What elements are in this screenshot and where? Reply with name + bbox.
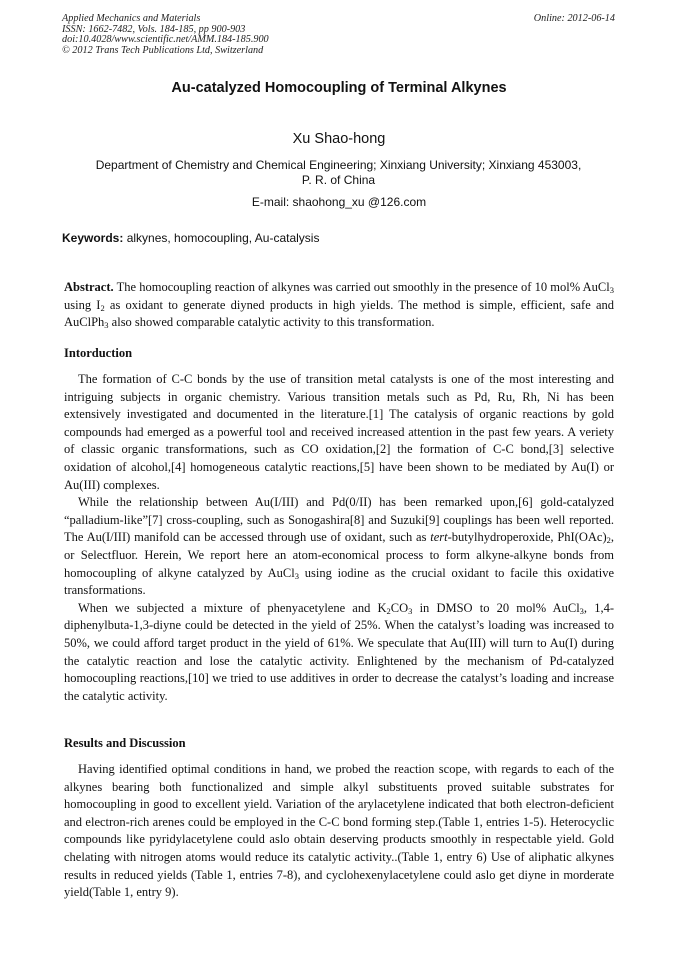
keywords [62, 231, 615, 245]
abstract-label: Abstract. [64, 280, 114, 294]
affiliation-line-1: Department of Chemistry and Chemical Engineering; Xinxiang University; Xinxiang 453003, [95, 158, 582, 172]
intro-paragraph-2: While the relationship between Au(I/III) and Pd(0/II) has been remarked upon,[6] gold-catalyzed “palladium-like”[7] cross-coupling, such as Sonogashira[8] and Suzuki[9] couplings has been well reported. The Au(I/III) manifold can be accessed through use of oxidant, such as tert-butylhydroperoxide, $PhI(OAc)_2$, or Selectfluor. Herein, We report here an atom-economical process to form alkyne-alkyne bonds from homocoupling of alkyne catalyzed by AuCl$_3$ using iodine as the crucial oxidant to facile this oxidative transformations. [64, 495, 614, 598]
keywords-list: alkynes, homocoupling, Au-catalysis [126, 231, 320, 245]
intro-paragraph-1: The formation of C-C bonds by the use of transition metal catalysts is one of the most interesting and intriguing subjects in organic chemistry. Various transition metals such as Pd, Ru, Rh, Ni has been extensively investigated and documented in the literature.[1] The catalysis of organic reactions by gold compounds had emerged as a powerful tool and received increased attention in the past few years. A veriety of classic organic transformations, such as CO oxidation,[2] the formation of C-C bond,[3] selective oxidation of alcohol,[4] homogeneous catalytic reactions,[5] have been shown to be mediated by Au(I) or Au(III) complexes. [64, 372, 614, 492]
author-name: Xu Shao-hong [292, 131, 386, 147]
issn-line: ISSN: 1662-7482, Vols. 184-185, pp 900-903 [62, 23, 246, 35]
results-body [64, 761, 614, 902]
intro-paragraph-3: When we subjected a mixture of phenyacetylene and $K_2CO_3$ in DMSO to 20 mol% AuCl$_3$, 1,4-diphenylbuta-1,3-diyne could be detected in the yield of 25%. When the catalyst’s loading was increased to 50%, we could afford target product in the yield of 61%. We speculate that Au(III) will turn to Au(I) during the catalytic reaction and lose the catalytic activity. Enlightened by the mechanism of Pd-catalyzed homocoupling reactions,[10] we tried to use additives in order to decrease the catalyst’s loading and increase the catalytic activity. [64, 600, 614, 703]
keywords-label: Keywords: [62, 231, 124, 245]
journal-name: Applied Mechanics and Materials [62, 13, 201, 24]
online-date: Online: 2012-06-14 [533, 13, 615, 24]
copyright-line: © 2012 Trans Tech Publications Ltd, Switzerland [62, 44, 264, 56]
introduction-body [64, 371, 614, 705]
abstract: Abstract. The homocoupling reaction of alkynes was carried out smoothly in the presence of 10 mol% AuCl$_3$ using $I_2$ as oxidant to generate diyned products in high yields. The method is simple, efficient, safe and AuClPh$_3$ also showed comparable catalytic activity to this transformation. [64, 280, 614, 331]
paper-title: Au-catalyzed Homocoupling of Terminal Alkynes [171, 80, 507, 96]
introduction-heading: Intorduction [64, 346, 133, 360]
journal-header [62, 14, 615, 56]
results-heading: Results and Discussion [64, 736, 186, 750]
doi-line: doi:10.4028/www.scientific.net/AMM.184-185.900 [62, 34, 269, 46]
affiliation-line-2: P. R. of China [301, 173, 376, 187]
author-email: E-mail: shaohong_xu @126.com [251, 195, 427, 209]
results-paragraph-1: Having identified optimal conditions in hand, we probed the reaction scope, with regards to each of the alkynes bearing both functionalized and simple alkyl substituents proved suitable substrates for homocoupling in good to excellent yield. Variation of the arylacetylene indicated that both electron-deficient and electron-rich arenes could be employed in the C-C bond forming step.(Table 1, entries 1-5). Heterocyclic compounds like pyridylacetylene could aslo obtain deserving products smoothly in respectable yield. Gold chelating with nitrogen atoms would reduce its catalytic activity..(Table 1, entry 6) Use of aliphatic alkynes results in reduced yields (Table 1, entries 7-8), and cyclohexenylacetylene could aslo get diyne in morderate yield(Table 1, entry 9). [64, 762, 614, 900]
affiliation [62, 158, 615, 188]
